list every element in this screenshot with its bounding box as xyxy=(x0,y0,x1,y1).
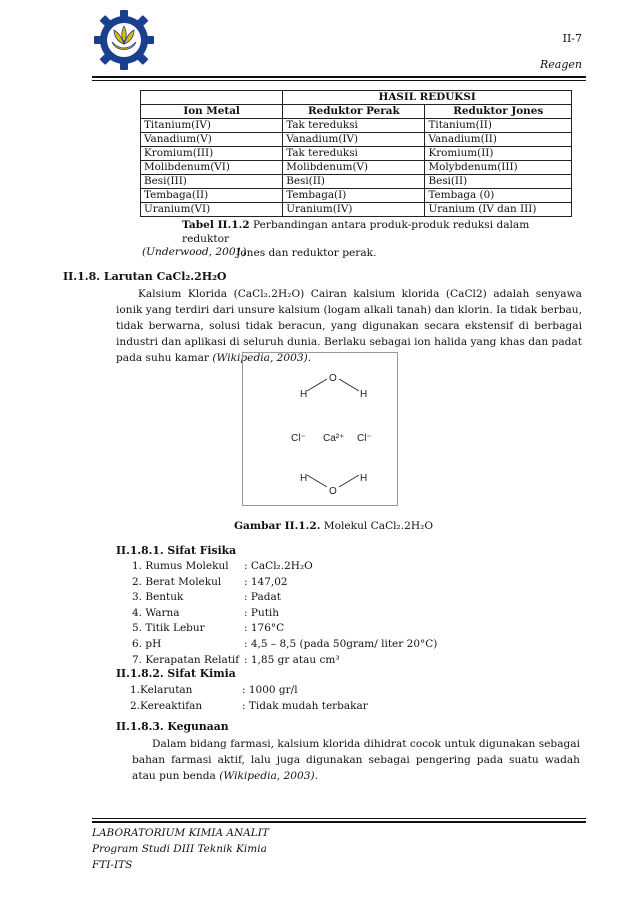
paragraph-text: Dalam bidang farmasi, kalsium klorida dihidrat cocok untuk digunakan sebagai bahan farmasi aktif, lalu juga digunakan sebagai pengering pada suatu wadah atau pun benda xyxy=(132,738,580,782)
table-header-row xyxy=(141,105,572,119)
usage-heading: II.1.8.3. Kegunaan xyxy=(116,720,229,733)
table-caption-text-cont: Jones dan reduktor perak. xyxy=(236,247,377,259)
property-name: 5. Titik Lebur xyxy=(132,622,205,635)
footer-lab: LABORATORIUM KIMIA ANALIT xyxy=(92,827,269,839)
table-cell: Besi(III) xyxy=(141,175,283,189)
running-title: Reagen xyxy=(540,58,582,71)
list-item xyxy=(132,559,437,575)
table-cell: Kromium(II) xyxy=(425,147,572,161)
table-row xyxy=(141,133,572,147)
list-item xyxy=(132,653,437,669)
hydrogen-atom: H xyxy=(300,473,308,484)
chloride-ion: Cl⁻ xyxy=(357,433,372,444)
table-caption-text: Perbandingan antara produk-produk reduksi dalam reduktor xyxy=(182,219,530,245)
table-row xyxy=(141,119,572,133)
property-name: 7. Kerapatan Relatif xyxy=(132,653,240,666)
table-row xyxy=(141,161,572,175)
table-cell: Besi(II) xyxy=(283,175,425,189)
paragraph-citation: (Wikipedia, 2003). xyxy=(219,770,318,782)
calcium-ion: Ca²⁺ xyxy=(323,433,345,444)
list-item xyxy=(132,621,437,637)
chemical-properties-list xyxy=(130,683,368,714)
physical-properties-heading: II.1.8.1. Sifat Fisika xyxy=(116,544,237,557)
list-item xyxy=(130,683,368,699)
table-row xyxy=(141,175,572,189)
oxygen-atom: O xyxy=(329,373,337,384)
header-rule xyxy=(92,76,586,81)
oxygen-atom: O xyxy=(329,486,337,497)
table-corner-cell xyxy=(141,91,283,105)
table-cell: Tembaga(I) xyxy=(283,189,425,203)
property-name: 2. Berat Molekul xyxy=(132,575,222,588)
footer-faculty: FTI-ITS xyxy=(92,859,133,871)
list-item xyxy=(130,699,368,715)
column-header: Reduktor Jones xyxy=(425,105,572,119)
column-header: Reduktor Perak xyxy=(283,105,425,119)
figure-caption-label: Gambar II.1.2. xyxy=(234,520,321,532)
usage-paragraph xyxy=(132,736,580,784)
table-row xyxy=(141,189,572,203)
table-cell: Molybdenum(III) xyxy=(425,161,572,175)
property-value: : Padat xyxy=(244,591,281,604)
molecule-diagram xyxy=(243,353,397,505)
paragraph-citation: (Wikipedia, 2003). xyxy=(212,352,312,364)
table-cell: Tak tereduksi xyxy=(283,147,425,161)
list-item xyxy=(132,637,437,653)
table-cell: Vanadium(IV) xyxy=(283,133,425,147)
property-name: 6. pH xyxy=(132,637,162,650)
hydrogen-atom: H xyxy=(300,389,308,400)
figure-caption xyxy=(234,520,454,532)
table-group-title: HASIL REDUKSI xyxy=(283,91,572,105)
table-cell: Titanium(IV) xyxy=(141,119,283,133)
table-cell: Vanadium(V) xyxy=(141,133,283,147)
list-item xyxy=(132,590,437,606)
list-item xyxy=(132,606,437,622)
property-value: : 147,02 xyxy=(244,575,288,588)
footer-program: Program Studi DIII Teknik Kimia xyxy=(92,843,267,855)
table-cell: Molibdenum(VI) xyxy=(141,161,283,175)
section-heading: II.1.8. Larutan CaCl₂.2H₂O xyxy=(63,270,227,283)
page-number: II-7 xyxy=(562,32,582,45)
table-reference: (Underwood, 2001) xyxy=(142,246,247,258)
property-name: 2.Kereaktifan xyxy=(130,699,203,712)
table-cell: Titanium(II) xyxy=(425,119,572,133)
its-logo xyxy=(92,8,156,72)
column-header: Ion Metal xyxy=(141,105,283,119)
table-cell: Tembaga (0) xyxy=(425,189,572,203)
table-cell: Tembaga(II) xyxy=(141,189,283,203)
property-name: 4. Warna xyxy=(132,606,180,619)
list-item xyxy=(132,575,437,591)
property-value: : 1,85 gr atau cm³ xyxy=(244,653,340,666)
table-cell: Uranium(VI) xyxy=(141,203,283,217)
property-value: : 4,5 – 8,5 (pada 50gram/ liter 20°C) xyxy=(244,637,438,650)
property-value: : 1000 gr/l xyxy=(242,684,298,696)
table-cell: Uranium(IV) xyxy=(283,203,425,217)
table-cell: Molibdenum(V) xyxy=(283,161,425,175)
paragraph-text: Kalsium Klorida (CaCl₂.2H₂O) Cairan kalsium klorida (CaCl2) adalah senyawa ionik yang terdiri dari unsure kalsium (logam alkali tanah) dan klorin. Ia tidak berbau, tidak berwarna, solusi tidak beracun, yang digunakan secara ekstensif di berbagai industri dan aplikasi di seluruh dunia. Berlaku sebagai ion halida yang khas dan padat pada suhu kamar xyxy=(116,288,582,364)
property-name: 1.Kelarutan xyxy=(130,684,193,696)
hydrogen-atom: H xyxy=(360,473,368,484)
table-cell: Besi(II) xyxy=(425,175,572,189)
table-cell: Tak tereduksi xyxy=(283,119,425,133)
reduction-table xyxy=(140,90,572,217)
physical-properties-list xyxy=(132,559,437,668)
property-value: : 176°C xyxy=(244,622,285,635)
property-name: 3. Bentuk xyxy=(132,591,184,604)
hydrogen-atom: H xyxy=(360,389,368,400)
table-caption-label: Tabel II.1.2 xyxy=(182,219,250,231)
property-value: : CaCl₂.2H₂O xyxy=(244,560,313,572)
figure-caption-text: Molekul CaCl₂.2H₂O xyxy=(323,520,434,532)
table-row xyxy=(141,147,572,161)
table-cell: Uranium (IV dan III) xyxy=(425,203,572,217)
property-name: 1. Rumus Molekul xyxy=(132,560,229,572)
table-row xyxy=(141,203,572,217)
molecule-figure xyxy=(242,352,398,506)
footer-rule xyxy=(92,818,586,823)
chloride-ion: Cl⁻ xyxy=(291,433,306,444)
property-value: : Putih xyxy=(244,606,280,619)
property-value: : Tidak mudah terbakar xyxy=(242,699,368,712)
table-cell: Kromium(III) xyxy=(141,147,283,161)
chemical-properties-heading: II.1.8.2. Sifat Kimia xyxy=(116,667,236,680)
table-cell: Vanadium(II) xyxy=(425,133,572,147)
